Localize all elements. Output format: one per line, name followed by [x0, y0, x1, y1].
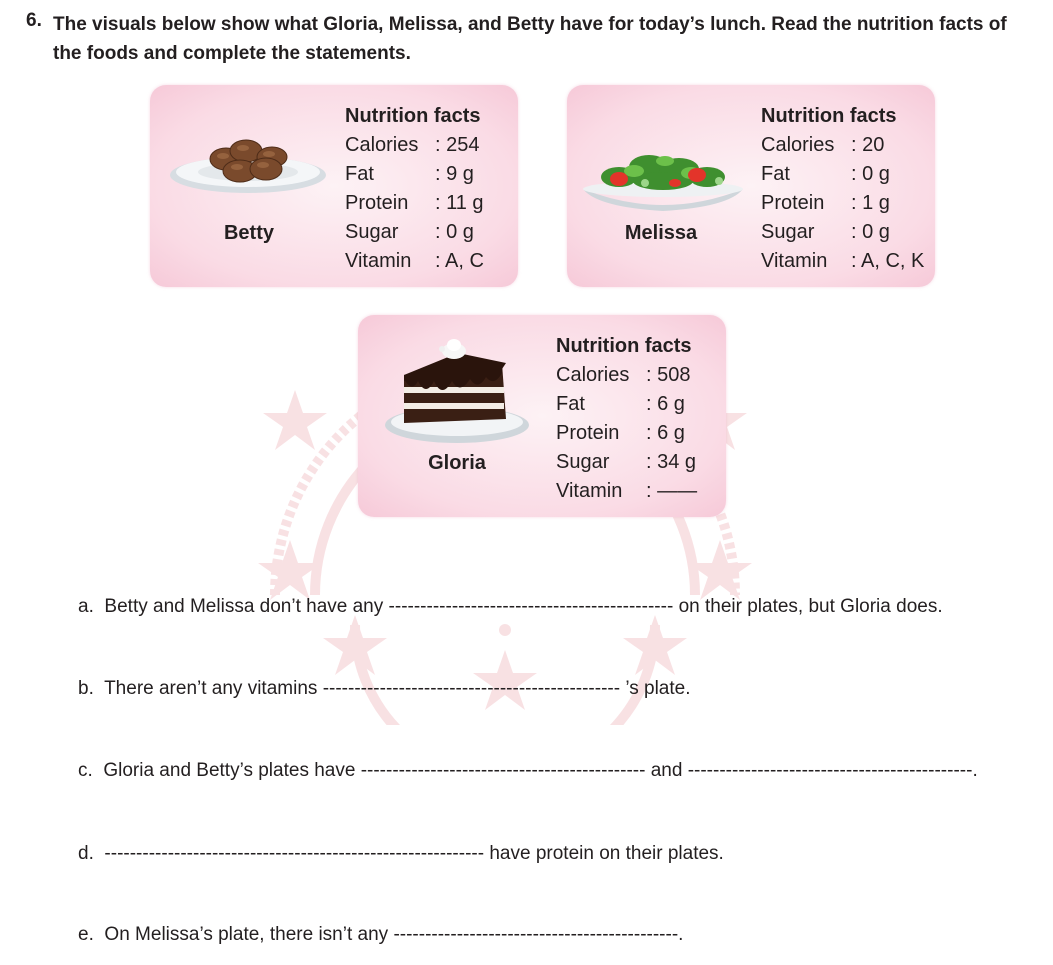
nutrition-label: Fat	[556, 393, 585, 415]
person-name-melissa: Melissa	[624, 222, 698, 244]
nutrition-value: : 0 g	[851, 163, 890, 185]
nutrition-label: Calories	[556, 364, 630, 386]
statement-b	[78, 678, 691, 700]
statement-text: on their plates, but Gloria does.	[678, 596, 943, 617]
nutrition-value: : A, C	[435, 250, 484, 272]
statement-text: Betty and Melissa don’t have any	[104, 596, 384, 617]
nutrition-label: Fat	[761, 163, 790, 185]
answer-blank[interactable]: ------------------------------------------------------------	[104, 843, 485, 864]
statement-text: .	[972, 760, 978, 781]
answer-blank[interactable]: ---------------------------------------------	[360, 760, 646, 781]
statement-text: Gloria and Betty’s plates have	[103, 760, 356, 781]
statement-c	[78, 760, 978, 782]
nutrition-title: Nutrition facts	[761, 105, 897, 127]
nutrition-value: : 508	[646, 364, 691, 386]
nutrition-card-gloria	[358, 315, 726, 517]
nutrition-label: Protein	[345, 192, 409, 214]
nutrition-label: Vitamin	[556, 480, 623, 502]
nutrition-value: : 0 g	[851, 221, 890, 243]
nutrition-label: Sugar	[761, 221, 815, 243]
answer-blank[interactable]: ---------------------------------------------	[388, 596, 674, 617]
statement-text: ’s plate.	[625, 678, 691, 699]
nutrition-value: : 9 g	[435, 163, 474, 185]
nutrition-value: : 20	[851, 134, 885, 156]
nutrition-label: Calories	[345, 134, 419, 156]
nutrition-label: Sugar	[345, 221, 399, 243]
question-text: The visuals below show what Gloria, Melissa, and Betty have for today’s lunch. Read the nutrition facts of the foods and complete the statements.	[53, 14, 1007, 64]
nutrition-title: Nutrition facts	[345, 105, 481, 127]
answer-blank[interactable]: -----------------------------------------------	[322, 678, 621, 699]
nutrition-value: : 6 g	[646, 393, 685, 415]
nutrition-value: : 254	[435, 134, 480, 156]
statement-marker: e.	[78, 924, 94, 945]
nutrition-value: : 34 g	[646, 451, 697, 473]
nutrition-label: Vitamin	[761, 250, 828, 272]
statement-a	[78, 596, 943, 618]
nutrition-title: Nutrition facts	[556, 335, 692, 357]
statement-text: There aren’t any vitamins	[104, 678, 318, 699]
statement-marker: d.	[78, 843, 94, 864]
nutrition-value: : 6 g	[646, 422, 685, 444]
nutrition-value: : 0 g	[435, 221, 474, 243]
answer-blank[interactable]: ---------------------------------------------	[393, 924, 679, 945]
nutrition-card-melissa	[567, 85, 935, 287]
statement-text: On Melissa’s plate, there isn’t any	[104, 924, 389, 945]
statement-e	[78, 924, 683, 946]
statement-marker: a.	[78, 596, 94, 617]
statement-text: and	[650, 760, 683, 781]
nutrition-label: Protein	[556, 422, 620, 444]
nutrition-card-betty	[150, 85, 518, 287]
statement-text: have protein on their plates.	[489, 843, 724, 864]
person-name-gloria: Gloria	[428, 452, 486, 474]
person-name-betty: Betty	[223, 222, 274, 244]
statement-text: .	[678, 924, 684, 945]
nutrition-label: Vitamin	[345, 250, 412, 272]
nutrition-label: Sugar	[556, 451, 610, 473]
salad-plate-icon	[579, 145, 747, 217]
nutrition-label: Protein	[761, 192, 825, 214]
statement-marker: c.	[78, 760, 93, 781]
chocolate-cake-plate-icon	[382, 335, 532, 447]
meatballs-plate-icon	[168, 135, 330, 195]
nutrition-label: Calories	[761, 134, 835, 156]
nutrition-value: : 11 g	[435, 192, 484, 214]
nutrition-value: : 1 g	[851, 192, 890, 214]
nutrition-label: Fat	[345, 163, 374, 185]
nutrition-value: : ——	[646, 480, 698, 502]
answer-blank[interactable]: ---------------------------------------------	[687, 760, 973, 781]
nutrition-value: : A, C, K	[851, 250, 925, 272]
statement-marker: b.	[78, 678, 94, 699]
question-number: 6.	[26, 10, 42, 31]
statement-d	[78, 843, 724, 865]
